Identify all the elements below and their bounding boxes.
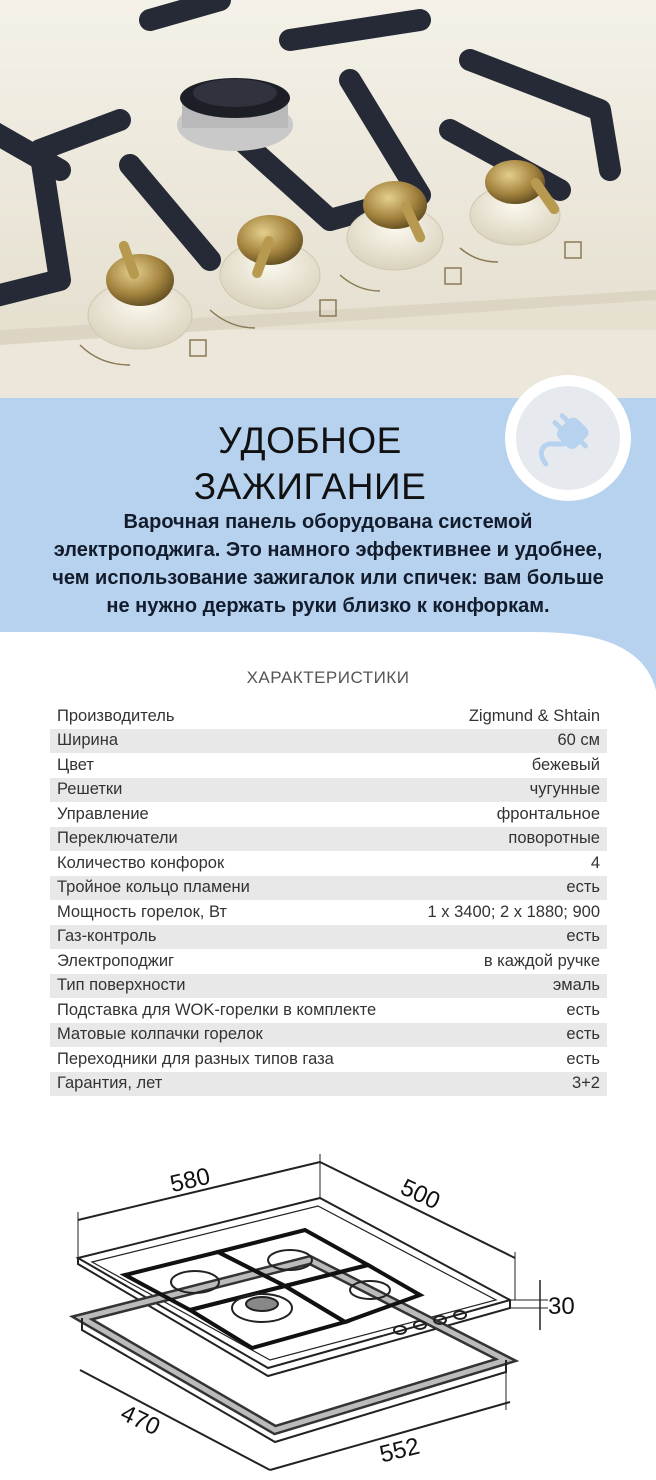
spec-value: есть bbox=[566, 1049, 600, 1068]
spec-name: Производитель bbox=[57, 706, 175, 725]
spec-value: фронтальное bbox=[496, 804, 600, 823]
description-line-4: не нужно держать руки близко к конфоркам. bbox=[106, 595, 550, 617]
dimension-drawing bbox=[0, 1140, 656, 1480]
dimension-width-top: 580 bbox=[167, 1162, 213, 1199]
spec-name: Количество конфорок bbox=[57, 853, 225, 872]
spec-value: есть bbox=[407, 876, 607, 901]
spec-value: 4 bbox=[590, 853, 600, 872]
feature-title-line-1: УДОБНОЕ bbox=[218, 420, 402, 461]
spec-row bbox=[50, 1072, 607, 1097]
spec-name: Тип поверхности bbox=[50, 974, 407, 999]
spec-value: эмаль bbox=[407, 974, 607, 999]
spec-row bbox=[50, 998, 607, 1023]
spec-row bbox=[50, 729, 607, 754]
spec-name: Тройное кольцо пламени bbox=[50, 876, 407, 901]
spec-value: чугунные bbox=[407, 778, 607, 803]
spec-value: в каждой ручке bbox=[483, 951, 600, 970]
spec-value: 60 см bbox=[407, 729, 607, 754]
dimension-height: 30 bbox=[548, 1293, 575, 1320]
spec-name: Управление bbox=[57, 804, 149, 823]
spec-row bbox=[50, 1047, 607, 1072]
spec-value: есть bbox=[407, 1023, 607, 1048]
spec-name: Электроподжиг bbox=[57, 951, 175, 970]
spec-name: Матовые колпачки горелок bbox=[50, 1023, 407, 1048]
dimension-width-cutout: 552 bbox=[376, 1432, 423, 1469]
spec-name: Переключатели bbox=[50, 827, 407, 852]
spec-name: Газ-контроль bbox=[50, 925, 407, 950]
dimension-depth-cutout: 470 bbox=[116, 1399, 165, 1442]
spec-row bbox=[50, 802, 607, 827]
spec-name: Цвет bbox=[57, 755, 94, 774]
spec-value: Zigmund & Shtain bbox=[468, 706, 600, 725]
spec-value: есть bbox=[566, 1000, 600, 1019]
hob-photo bbox=[0, 0, 656, 398]
feature-description bbox=[0, 508, 656, 620]
spec-row bbox=[50, 900, 607, 925]
spec-row bbox=[50, 778, 607, 803]
feature-title bbox=[0, 418, 620, 510]
spec-row bbox=[50, 704, 607, 729]
description-line-3: чем использование зажигалок или спичек: вам больше bbox=[52, 567, 604, 589]
spec-value: бежевый bbox=[531, 755, 600, 774]
dimension-depth-top: 500 bbox=[396, 1173, 445, 1216]
spec-name: Переходники для разных типов газа bbox=[57, 1049, 334, 1068]
spec-name: Решетки bbox=[50, 778, 407, 803]
spec-value: 3+2 bbox=[407, 1072, 607, 1097]
specs-title: ХАРАКТЕРИСТИКИ bbox=[246, 668, 410, 687]
spec-value: поворотные bbox=[407, 827, 607, 852]
spec-value: 1 х 3400; 2 х 1880; 900 bbox=[427, 902, 600, 921]
spec-name: Ширина bbox=[50, 729, 407, 754]
spec-row bbox=[50, 876, 607, 901]
spec-row bbox=[50, 925, 607, 950]
feature-title-line-2: ЗАЖИГАНИЕ bbox=[193, 466, 427, 507]
spec-name: Мощность горелок, Вт bbox=[57, 902, 227, 921]
spec-row bbox=[50, 949, 607, 974]
spec-row bbox=[50, 827, 607, 852]
description-line-1: Варочная панель оборудована системой bbox=[123, 511, 533, 533]
spec-name: Подставка для WOK-горелки в комплекте bbox=[57, 1000, 377, 1019]
spec-row bbox=[50, 753, 607, 778]
spec-value: есть bbox=[407, 925, 607, 950]
description-line-2: электроподжига. Это намного эффективнее и удобнее, bbox=[53, 539, 603, 561]
spec-row bbox=[50, 974, 607, 999]
specs-table bbox=[50, 704, 607, 1096]
spec-name: Гарантия, лет bbox=[50, 1072, 407, 1097]
spec-row bbox=[50, 851, 607, 876]
spec-row bbox=[50, 1023, 607, 1048]
